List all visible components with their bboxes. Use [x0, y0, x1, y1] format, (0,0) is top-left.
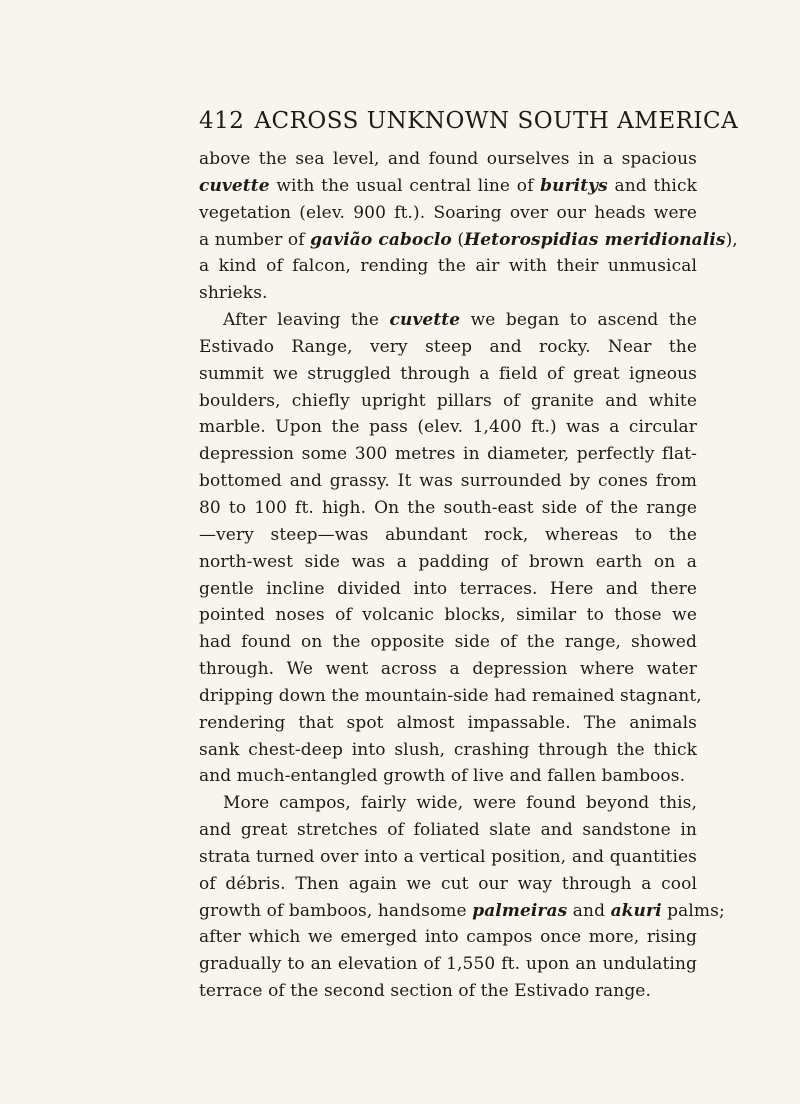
text-line [199, 790, 697, 817]
text-line [199, 683, 702, 710]
text-run: had found on the opposite side of the range, showed [199, 632, 697, 653]
text-line [199, 817, 697, 844]
text-run: After leaving the [223, 310, 390, 331]
text-line [199, 629, 697, 656]
text-line [199, 495, 697, 522]
text-run: with the usual central line of [269, 175, 541, 196]
text-line [199, 656, 697, 683]
text-run: —very steep—was abundant rock, whereas to the [199, 524, 697, 545]
text-run: we began to ascend the [460, 310, 697, 331]
text-run: strata turned over into a vertical position, and quantities [199, 846, 697, 867]
text-run: More campos, fairly wide, were found beyond this, [223, 793, 697, 814]
text-line [199, 898, 725, 925]
body-text [199, 146, 738, 1005]
text-run: a number of [199, 229, 311, 250]
text-line [199, 388, 697, 415]
text-run: 80 to 100 ft. high. On the south-east side of the range [199, 497, 697, 518]
text-line [199, 549, 697, 576]
text-line [199, 280, 697, 307]
text-run: ( [451, 229, 465, 250]
running-head [199, 104, 739, 138]
text-run: boulders, chiefly upright pillars of granite and white [199, 390, 697, 411]
text-line [199, 253, 697, 280]
text-run: vegetation (elev. 900 ft.). Soaring over our heads were [199, 202, 697, 223]
italic-term: palmeiras [472, 900, 568, 921]
text-run: shrieks. [199, 283, 268, 304]
text-line [199, 227, 738, 254]
text-run: pointed noses of volcanic blocks, similar to those we [199, 605, 697, 626]
text-run: a kind of falcon, rending the air with their unmusical [199, 256, 697, 277]
text-line [199, 441, 697, 468]
book-page [199, 104, 739, 1005]
italic-term: cuvette [389, 310, 461, 331]
text-line [199, 737, 697, 764]
text-run: terrace of the second section of the Estivado range. [199, 981, 651, 1002]
text-line [199, 710, 697, 737]
text-run: after which we emerged into campos once more, rising [199, 927, 697, 948]
text-run: bottomed and grassy. It was surrounded by cones from [199, 471, 697, 492]
text-run: above the sea level, and found ourselves in a spacious [199, 149, 697, 169]
text-run: gradually to an elevation of 1,550 ft. upon an undulating [199, 954, 697, 975]
text-run: summit we struggled through a field of great igneous [199, 363, 697, 384]
text-line [199, 334, 697, 361]
running-title: ACROSS UNKNOWN SOUTH AMERICA [254, 108, 739, 134]
text-run: north-west side was a padding of brown earth on a [199, 551, 697, 572]
text-line [199, 468, 697, 495]
text-run: rendering that spot almost impassable. The animals [199, 712, 697, 733]
text-run: of débris. Then again we cut our way through a cool [199, 873, 697, 894]
text-run: dripping down the mountain-side had remained stagnant, [199, 685, 702, 706]
text-line [199, 361, 697, 388]
italic-term: Hetorospidias meridionalis [464, 229, 726, 250]
text-line [199, 844, 697, 871]
italic-term: cuvette [199, 175, 270, 196]
text-run: gentle incline divided into terraces. Here and there [199, 578, 697, 599]
text-line [199, 522, 697, 549]
text-run: depression some 300 metres in diameter, perfectly flat- [199, 444, 697, 465]
italic-term: akuri [610, 900, 662, 921]
text-line [199, 871, 697, 898]
text-line [199, 763, 697, 790]
text-run: ), [725, 229, 738, 250]
text-run: through. We went across a depression where water [199, 659, 697, 680]
italic-term: gavião caboclo [310, 229, 452, 250]
text-run: palms; [661, 900, 725, 921]
text-line [199, 146, 697, 173]
text-run: and great stretches of foliated slate and sandstone in [199, 820, 697, 841]
text-line [199, 951, 697, 978]
italic-term: buritys [540, 175, 608, 196]
text-run: and [567, 900, 611, 921]
text-run: and much-entangled growth of live and fallen bamboos. [199, 766, 686, 787]
text-run: Estivado Range, very steep and rocky. Near the [199, 336, 697, 357]
text-line [199, 924, 697, 951]
text-line [199, 200, 697, 227]
text-line [199, 173, 697, 200]
text-run: marble. Upon the pass (elev. 1,400 ft.) was a circular [199, 417, 697, 438]
page-number: 412 [199, 108, 245, 134]
text-line [199, 576, 697, 603]
text-run: and thick [607, 175, 697, 196]
text-line [199, 307, 697, 334]
text-line [199, 414, 697, 441]
text-line [199, 978, 697, 1005]
text-run: sank chest-deep into slush, crashing through the thick [199, 739, 697, 760]
text-run: growth of bamboos, handsome [199, 900, 473, 921]
text-line [199, 602, 697, 629]
